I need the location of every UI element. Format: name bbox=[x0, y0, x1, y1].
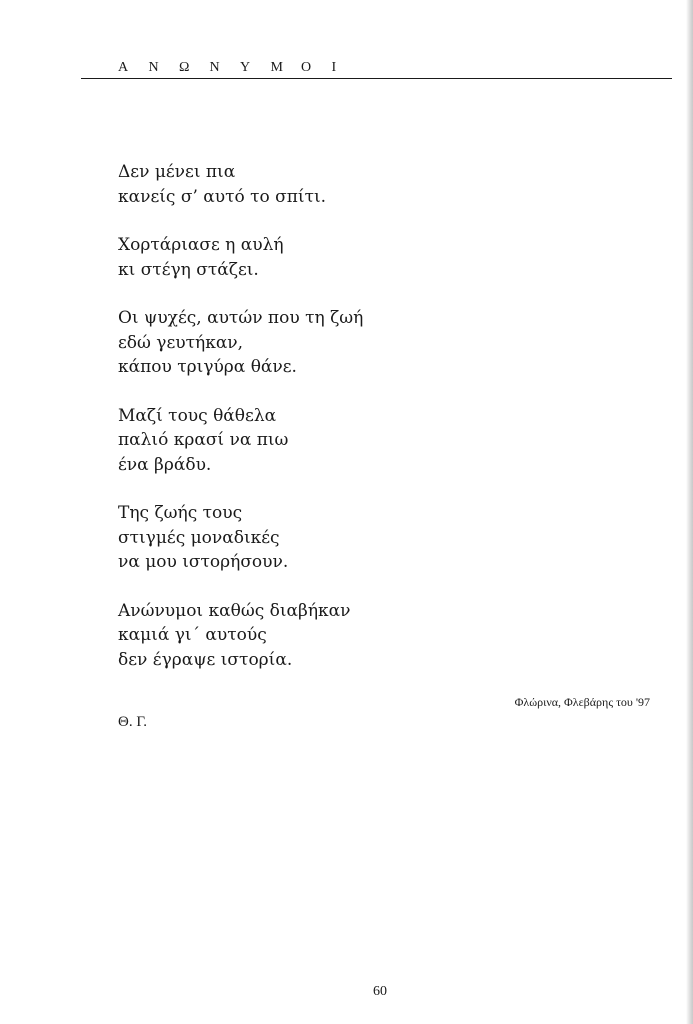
poem-line: Οι ψυχές, αυτών που τη ζωή bbox=[118, 308, 364, 328]
page-number: 60 bbox=[373, 984, 387, 999]
poem-line: Ανώνυμοι καθώς διαβήκαν bbox=[118, 600, 351, 621]
poem-line: Χορτάριασε η αυλή bbox=[118, 235, 284, 255]
header-letter: Ι bbox=[331, 60, 337, 75]
poem-line: καμιά γι΄ αυτούς bbox=[118, 625, 267, 645]
header-letter: Α bbox=[118, 60, 129, 75]
stanza-2 bbox=[118, 233, 538, 282]
page-edge-shadow bbox=[686, 0, 693, 1024]
poem-line: Μαζί τους θάθελα bbox=[118, 405, 277, 426]
header-letter: Ν bbox=[148, 60, 159, 75]
header-letter: Ω bbox=[179, 60, 190, 75]
stanza-6 bbox=[118, 599, 538, 673]
stanza-5 bbox=[118, 501, 538, 575]
running-header bbox=[118, 60, 418, 76]
header-rule bbox=[81, 78, 672, 79]
poem-line: ένα βράδυ. bbox=[118, 454, 212, 475]
poem-line: κάπου τριγύρα θάνε. bbox=[118, 357, 297, 377]
poem-line: Της ζωής τους bbox=[118, 503, 243, 523]
poem-body bbox=[118, 160, 538, 696]
header-letter: Ο bbox=[301, 60, 312, 75]
place-date: Φλώρινα, Φλεβάρης του '97 bbox=[514, 695, 650, 709]
poem-line: κι στέγη στάζει. bbox=[118, 259, 259, 280]
poem-line: παλιό κρασί να πιω bbox=[118, 430, 289, 450]
stanza-1 bbox=[118, 160, 538, 209]
poem-line: Δεν μένει πια bbox=[118, 162, 236, 182]
header-letter: Μ bbox=[270, 60, 283, 75]
poem-line: δεν έγραψε ιστορία. bbox=[118, 649, 293, 670]
poem-line: να μου ιστορήσουν. bbox=[118, 552, 289, 572]
poem-line: κανείς σ’ αυτό το σπίτι. bbox=[118, 186, 327, 207]
stanza-4 bbox=[118, 404, 538, 478]
header-letter: Υ bbox=[240, 60, 251, 75]
poem-line: στιγμές μοναδικές bbox=[118, 527, 280, 548]
stanza-3 bbox=[118, 306, 538, 380]
header-letter: Ν bbox=[209, 60, 220, 75]
poem-line: εδώ γευτήκαν, bbox=[118, 332, 244, 353]
author-initials: Θ. Γ. bbox=[118, 714, 147, 730]
